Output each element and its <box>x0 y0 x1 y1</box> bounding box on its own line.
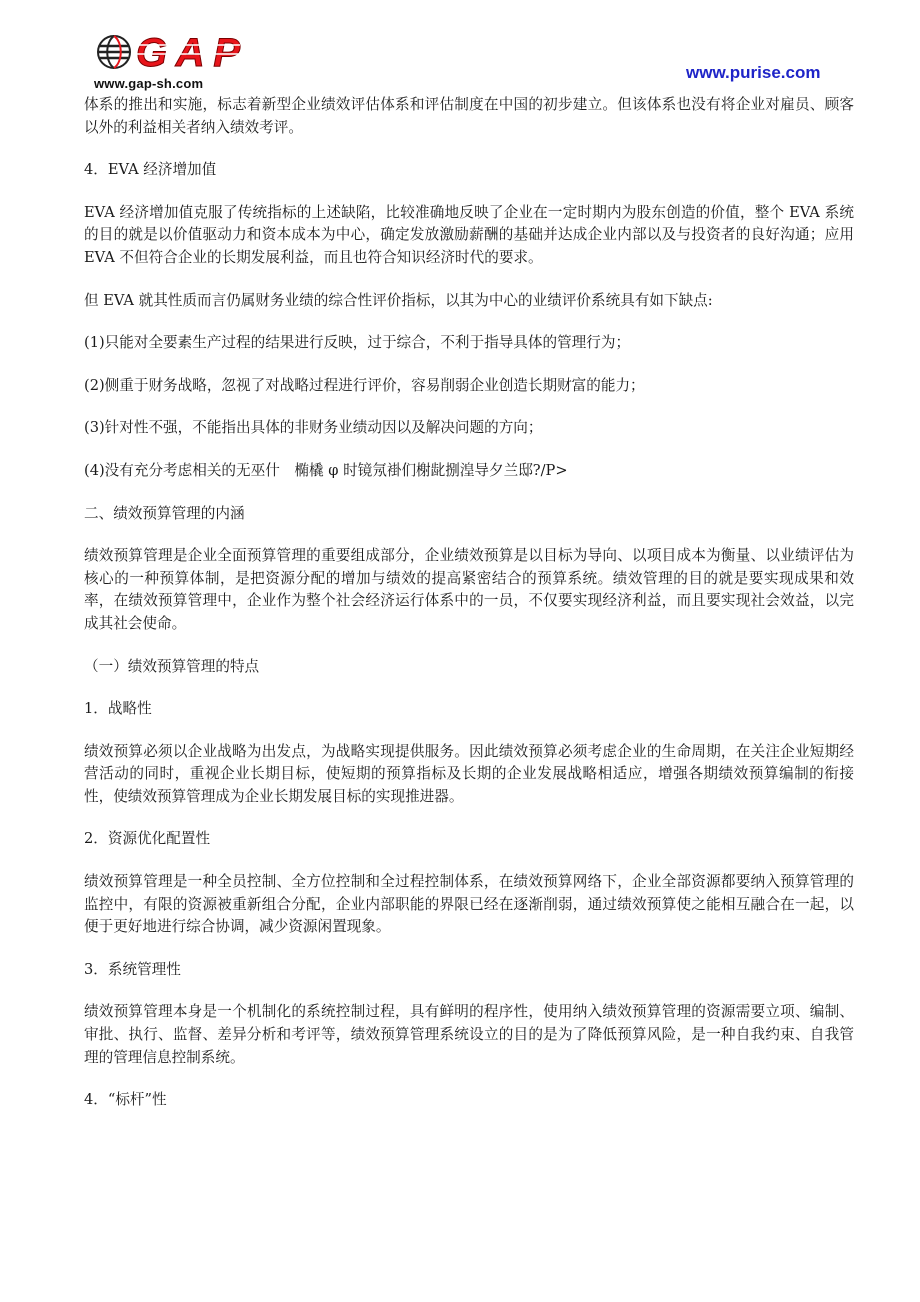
site-url-link[interactable]: www.purise.com <box>686 63 821 82</box>
item-heading: 4．“标杆”性 <box>84 1091 167 1109</box>
list-item: (3)针对性不强，不能指出具体的非财务业绩动因以及解决问题的方向； <box>84 419 543 437</box>
paragraph: 体系的推出和实施，标志着新型企业绩效评估体系和评估制度在中国的初步建立。但该体系也没有将企业对雇员、顾客以外的利益相关者纳入绩效考评。 <box>84 96 854 136</box>
gap-logo-text: GAP <box>136 32 240 72</box>
paragraph: 绩效预算必须以企业战略为出发点，为战略实现提供服务。因此绩效预算必须考虑企业的生命周期，在关注企业短期经营活动的同时，重视企业长期目标，使短期的预算指标及长期的企业发展战略相适应，增强各期绩效预算编制的衔接性，使绩效预算管理成为企业长期发展目标的实现推进器。 <box>84 742 854 805</box>
paragraph: 但 EVA 就其性质而言仍属财务业绩的综合性评价指标，以其为中心的业绩评价系统具有如下缺点: <box>84 291 713 309</box>
paragraph: 绩效预算管理本身是一个机制化的系统控制过程，具有鲜明的程序性，使用纳入绩效预算管理的资源需要立项、编制、审批、执行、监督、差异分析和考评等，绩效预算管理系统设立的目的是为了降低预算风险，是一种自我约束、自我管理的管理信息控制系统。 <box>84 1003 854 1066</box>
paragraph: 绩效预算管理是企业全面预算管理的重要组成部分，企业绩效预算是以目标为导向、以项目成本为衡量、以业绩评估为核心的一种预算体制，是把资源分配的增加与绩效的提高紧密结合的预算系统。绩效管理的目的就是要实现成果和效率，在绩效预算管理中，企业作为整个社会经济运行体系中的一员，不仅要实现经济利益，而且要实现社会效益，以完成其社会使命。 <box>84 547 854 632</box>
page-header <box>0 0 920 100</box>
paragraph: 绩效预算管理是一种全员控制、全方位控制和全过程控制体系，在绩效预算网络下，企业全部资源都要纳入预算管理的监控中，有限的资源被重新组合分配，企业内部职能的界限已经在逐渐削弱，通过绩效预算使之能相互融合在一起，以便于更好地进行综合协调，减少资源闲置现象。 <box>84 873 854 936</box>
item-heading: 3．系统管理性 <box>84 960 181 978</box>
paragraph: EVA 经济增加值克服了传统指标的上述缺陷，比较准确地反映了企业在一定时期内为股东创造的价值，整个 EVA 系统的目的就是以价值驱动力和资本成本为中心，确定发放激励薪酬的基础并达成企业内部以及与投资者的良好沟通；应用 EVA 不但符合企业的长期发展利益，而且也符合知识经济时代的要求。 <box>84 203 854 266</box>
gap-logo[interactable] <box>88 30 248 96</box>
list-item: (4)没有充分考虑相关的无巫什 椭橇 φ 时镜氖褂们榭龀捌湟导夕兰邸?/P> <box>84 461 568 479</box>
section-heading: 二、绩效预算管理的内涵 <box>84 504 245 522</box>
gap-logo-wordmark <box>134 32 244 72</box>
globe-icon <box>96 34 132 70</box>
item-heading: 2．资源优化配置性 <box>84 830 211 848</box>
list-item: (2)侧重于财务战略，忽视了对战略过程进行评价，容易削弱企业创造长期财富的能力； <box>84 376 645 394</box>
list-item: (1)只能对全要素生产过程的结果进行反映，过于综合，不利于指导具体的管理行为； <box>84 334 631 352</box>
logo-url-text: www.gap-sh.com <box>94 76 204 91</box>
subsection-heading: （一）绩效预算管理的特点 <box>84 657 260 675</box>
section-heading: 4．EVA 经济增加值 <box>84 161 217 179</box>
item-heading: 1．战略性 <box>84 700 152 718</box>
document-body <box>84 94 854 1132</box>
